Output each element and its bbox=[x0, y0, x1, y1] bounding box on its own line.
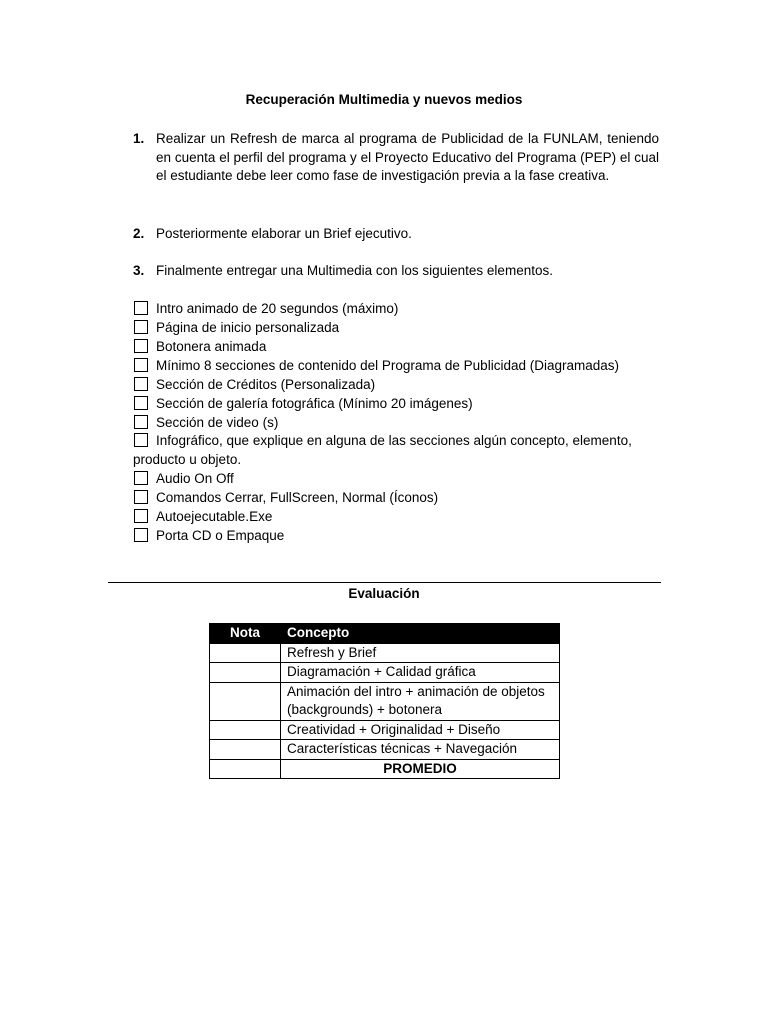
checklist-item bbox=[133, 469, 659, 488]
checklist-item bbox=[133, 526, 659, 545]
concepto-cell: Características técnicas + Navegación bbox=[281, 740, 560, 760]
item-text: Posteriormente elaborar un Brief ejecutivo. bbox=[156, 226, 412, 241]
checklist-item bbox=[133, 488, 659, 507]
nota-cell[interactable] bbox=[210, 643, 281, 663]
concepto-cell: Animación del intro + animación de objetos (backgrounds) + botonera bbox=[281, 682, 560, 720]
list-item bbox=[133, 262, 659, 281]
table-average-row bbox=[210, 759, 560, 779]
column-header-nota: Nota bbox=[210, 624, 281, 644]
checkbox-icon[interactable] bbox=[134, 358, 148, 372]
nota-cell[interactable] bbox=[210, 720, 281, 740]
checkbox-icon[interactable] bbox=[134, 433, 148, 447]
table-row bbox=[210, 682, 560, 720]
item-number: 3. bbox=[133, 263, 145, 278]
checkbox-icon[interactable] bbox=[134, 415, 148, 429]
item-text: Realizar un Refresh de marca al programa de Publicidad de la FUNLAM, teniendo en cuenta el perfil del programa y el Proyecto Educativo del Programa (PEP) el cual el estudiante debe leer como fase de investigación previa a la fase creativa. bbox=[156, 131, 659, 184]
checkbox-icon[interactable] bbox=[134, 528, 148, 542]
checklist-item bbox=[133, 299, 659, 318]
requirements-checklist bbox=[133, 299, 659, 545]
checkbox-icon[interactable] bbox=[134, 490, 148, 504]
checklist-label: Comandos Cerrar, FullScreen, Normal (Íconos) bbox=[156, 490, 439, 505]
checklist-label: Sección de video (s) bbox=[156, 415, 279, 430]
checklist-label: Intro animado de 20 segundos (máximo) bbox=[156, 301, 399, 316]
checkbox-icon[interactable] bbox=[134, 301, 148, 315]
nota-cell[interactable] bbox=[210, 682, 281, 720]
nota-cell[interactable] bbox=[210, 663, 281, 683]
nota-cell[interactable] bbox=[210, 740, 281, 760]
table-row bbox=[210, 663, 560, 683]
checklist-item bbox=[133, 356, 659, 375]
table-row bbox=[210, 643, 560, 663]
checkbox-icon[interactable] bbox=[134, 320, 148, 334]
table-row bbox=[210, 720, 560, 740]
checklist-label: Botonera animada bbox=[156, 339, 267, 354]
average-label: PROMEDIO bbox=[281, 759, 560, 779]
item-number: 1. bbox=[133, 131, 145, 146]
item-number: 2. bbox=[133, 226, 145, 241]
checklist-item bbox=[133, 394, 659, 413]
checklist-label: Audio On Off bbox=[156, 471, 234, 486]
evaluation-title: Evaluación bbox=[348, 586, 420, 601]
average-nota-cell[interactable] bbox=[210, 759, 281, 779]
checkbox-icon[interactable] bbox=[134, 396, 148, 410]
table-row bbox=[210, 740, 560, 760]
checklist-item bbox=[133, 432, 659, 469]
checkbox-icon[interactable] bbox=[134, 377, 148, 391]
checklist-label: Página de inicio personalizada bbox=[156, 320, 340, 335]
checklist-label: Infográfico, que explique en alguna de las secciones algún concepto, elemento, producto u objeto. bbox=[133, 433, 632, 467]
column-header-concepto: Concepto bbox=[281, 624, 560, 644]
checkbox-icon[interactable] bbox=[134, 509, 148, 523]
concepto-cell: Creatividad + Originalidad + Diseño bbox=[281, 720, 560, 740]
checklist-item bbox=[133, 375, 659, 394]
list-item bbox=[133, 130, 659, 186]
concepto-cell: Refresh y Brief bbox=[281, 643, 560, 663]
checklist-item bbox=[133, 318, 659, 337]
evaluation-table bbox=[209, 623, 560, 779]
item-text: Finalmente entregar una Multimedia con los siguientes elementos. bbox=[156, 263, 553, 278]
document-title: Recuperación Multimedia y nuevos medios bbox=[245, 92, 523, 107]
section-divider bbox=[108, 582, 661, 583]
checklist-label: Mínimo 8 secciones de contenido del Programa de Publicidad (Diagramadas) bbox=[156, 358, 619, 373]
list-item bbox=[133, 225, 659, 244]
table-header-row bbox=[210, 624, 560, 644]
checklist-label: Sección de Créditos (Personalizada) bbox=[156, 377, 376, 392]
checkbox-icon[interactable] bbox=[134, 339, 148, 353]
checklist-label: Porta CD o Empaque bbox=[156, 528, 285, 543]
checklist-item bbox=[133, 413, 659, 432]
checklist-label: Autoejecutable.Exe bbox=[156, 509, 273, 524]
checklist-label: Sección de galería fotográfica (Mínimo 20 imágenes) bbox=[156, 396, 473, 411]
concepto-cell: Diagramación + Calidad gráfica bbox=[281, 663, 560, 683]
checklist-item bbox=[133, 507, 659, 526]
checkbox-icon[interactable] bbox=[134, 471, 148, 485]
checklist-item bbox=[133, 337, 659, 356]
